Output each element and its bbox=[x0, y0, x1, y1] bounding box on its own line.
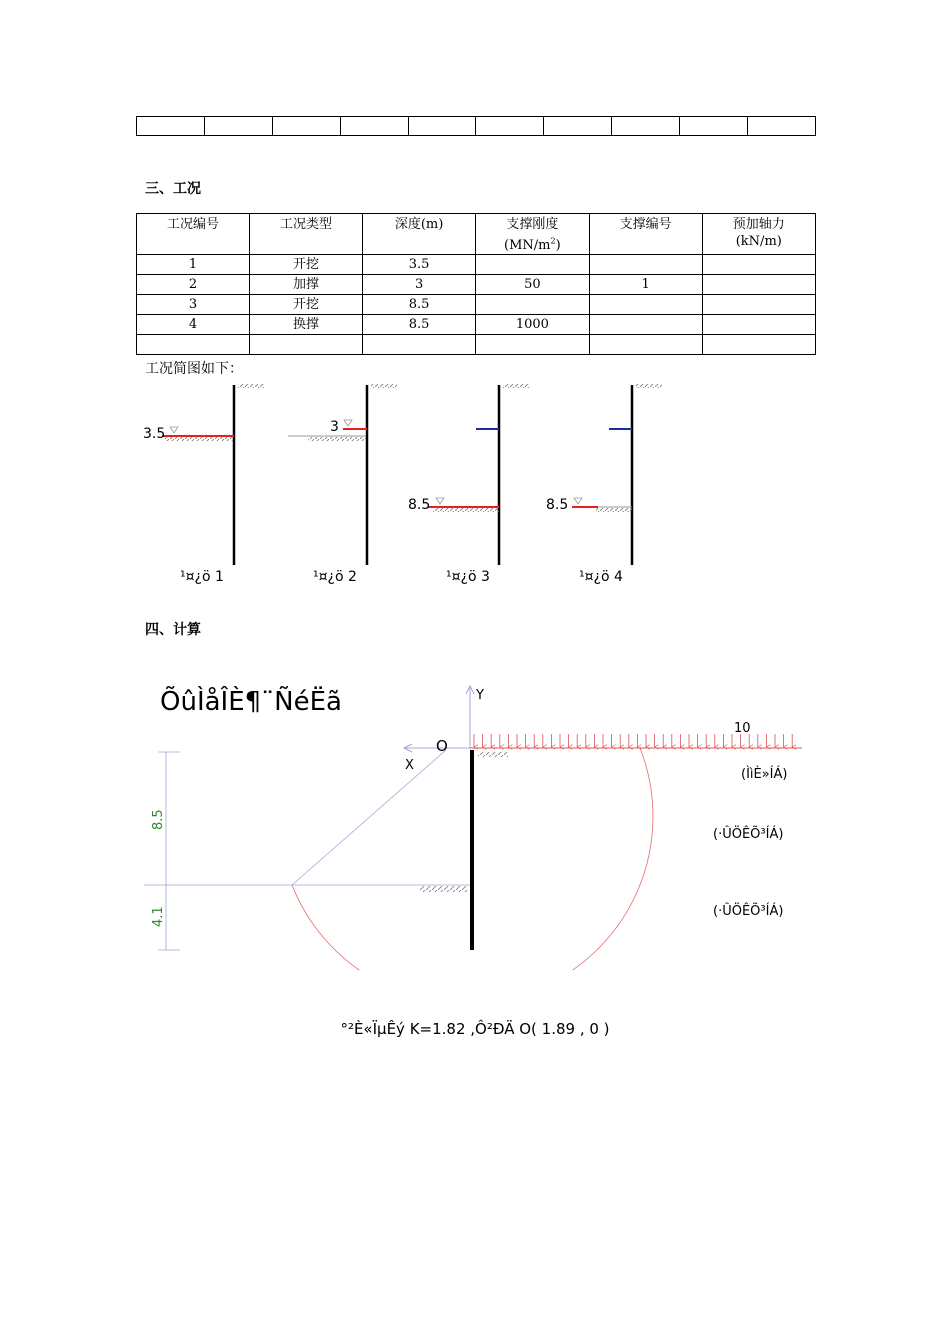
table-cell bbox=[363, 335, 476, 355]
surcharge-value: 10 bbox=[734, 721, 751, 736]
header-cell: 工况类型 bbox=[250, 214, 363, 255]
header-cell: 支撑编号 bbox=[589, 214, 702, 255]
origin-label: O bbox=[436, 737, 448, 755]
ground-hatch bbox=[478, 752, 508, 757]
soil-layer-label: (·ÛÖÊÕ³ÍÁ) bbox=[713, 904, 784, 919]
header-cell: 支撑刚度 $(MN/m^2)$ bbox=[476, 214, 589, 255]
table-cell bbox=[748, 117, 816, 136]
header-cell: 深度(m) bbox=[363, 214, 476, 255]
empty-data-table bbox=[136, 116, 816, 136]
table-cell bbox=[589, 315, 702, 335]
radius-line bbox=[292, 750, 446, 885]
stage-4-diagram bbox=[546, 384, 662, 585]
table-cell bbox=[589, 335, 702, 355]
table-cell bbox=[589, 295, 702, 315]
table-cell bbox=[137, 117, 205, 136]
table-cell bbox=[702, 335, 815, 355]
table-cell: 开挖 bbox=[250, 255, 363, 275]
table-cell bbox=[204, 117, 272, 136]
table-row bbox=[137, 295, 816, 315]
stage-label: ¹¤¿ö 4 bbox=[579, 569, 623, 585]
table-cell: 加撑 bbox=[250, 275, 363, 295]
table-cell: 2 bbox=[137, 275, 250, 295]
table-cell: 3 bbox=[137, 295, 250, 315]
table-cell bbox=[702, 255, 815, 275]
table-row bbox=[137, 275, 816, 295]
conditions-table bbox=[136, 213, 816, 355]
header-cell: 工况编号 bbox=[137, 214, 250, 255]
ground-hatch bbox=[371, 384, 397, 388]
table-cell: 50 bbox=[476, 275, 589, 295]
depth-label: 3.5 bbox=[143, 426, 166, 442]
stage-label: ¹¤¿ö 3 bbox=[446, 569, 490, 585]
stage-label: ¹¤¿ö 1 bbox=[180, 569, 224, 585]
depth-label: 8.5 bbox=[546, 497, 569, 513]
table-cell bbox=[476, 117, 544, 136]
table-cell: 4 bbox=[137, 315, 250, 335]
table-cell bbox=[702, 295, 815, 315]
table-cell bbox=[612, 117, 680, 136]
table-cell: 1 bbox=[137, 255, 250, 275]
table-cell bbox=[680, 117, 748, 136]
table-cell bbox=[137, 335, 250, 355]
header-cell: 预加轴力 (kN/m) bbox=[702, 214, 815, 255]
stage-3-diagram bbox=[408, 384, 529, 585]
stability-diagram bbox=[0, 670, 950, 970]
table-cell bbox=[702, 315, 815, 335]
table-cell bbox=[250, 335, 363, 355]
table-header-row bbox=[137, 214, 816, 255]
table-cell bbox=[476, 255, 589, 275]
table-cell: 8.5 bbox=[363, 295, 476, 315]
stability-title: ÕûÌåÎÈ¶¨ÑéËã bbox=[160, 687, 342, 717]
dimension-lower: 4.1 bbox=[151, 906, 166, 927]
excavation-hatch bbox=[596, 508, 632, 512]
table-cell bbox=[544, 117, 612, 136]
unit-label: (kN/m) bbox=[735, 234, 782, 249]
table-cell bbox=[476, 335, 589, 355]
table-cell bbox=[340, 117, 408, 136]
soil-layer-label: (ÌìÈ»ÍÁ) bbox=[741, 767, 788, 782]
table-cell: 3 bbox=[363, 275, 476, 295]
water-level-icon bbox=[344, 420, 352, 426]
excavation-hatch bbox=[165, 437, 233, 441]
stage-2-diagram bbox=[288, 384, 397, 585]
table-cell bbox=[476, 295, 589, 315]
stage-1-diagram bbox=[143, 384, 264, 585]
unit-label: $(MN/m^2)$ bbox=[504, 237, 561, 254]
depth-label: 3 bbox=[330, 419, 339, 435]
table-cell: 换撑 bbox=[250, 315, 363, 335]
table-row bbox=[137, 315, 816, 335]
table-cell bbox=[589, 255, 702, 275]
table-row bbox=[137, 255, 816, 275]
water-level-icon bbox=[436, 498, 444, 504]
soil-layer-label: (·ÛÖÊÕ³ÍÁ) bbox=[713, 827, 784, 842]
stage-diagrams bbox=[0, 375, 950, 590]
excavation-hatch bbox=[433, 508, 499, 512]
table-cell bbox=[272, 117, 340, 136]
table-cell: 3.5 bbox=[363, 255, 476, 275]
y-axis-label: Y bbox=[476, 688, 484, 703]
stage-label: ¹¤¿ö 2 bbox=[313, 569, 357, 585]
excavation-hatch bbox=[420, 886, 468, 892]
table-cell: 1000 bbox=[476, 315, 589, 335]
x-axis-label: X bbox=[405, 758, 414, 773]
section-3-heading: 三、工况 bbox=[145, 181, 201, 197]
safety-factor-result: °²È«ÏµÊý K=1.82 ,Ô²ÐÄ O( 1.89 , 0 ) bbox=[340, 1020, 610, 1038]
water-level-icon bbox=[170, 427, 178, 433]
ground-hatch bbox=[238, 384, 264, 388]
water-level-icon bbox=[574, 498, 582, 504]
table-cell: 8.5 bbox=[363, 315, 476, 335]
depth-label: 8.5 bbox=[408, 497, 431, 513]
diagram-intro: 工况简图如下： bbox=[145, 361, 243, 377]
excavation-hatch bbox=[308, 437, 366, 441]
ground-hatch bbox=[503, 384, 529, 388]
table-cell: 开挖 bbox=[250, 295, 363, 315]
section-4-heading: 四、计算 bbox=[145, 622, 201, 638]
table-row bbox=[137, 335, 816, 355]
ground-hatch bbox=[636, 384, 662, 388]
table-cell bbox=[408, 117, 476, 136]
table-cell bbox=[702, 275, 815, 295]
table-cell: 1 bbox=[589, 275, 702, 295]
dimension-upper: 8.5 bbox=[151, 809, 166, 830]
